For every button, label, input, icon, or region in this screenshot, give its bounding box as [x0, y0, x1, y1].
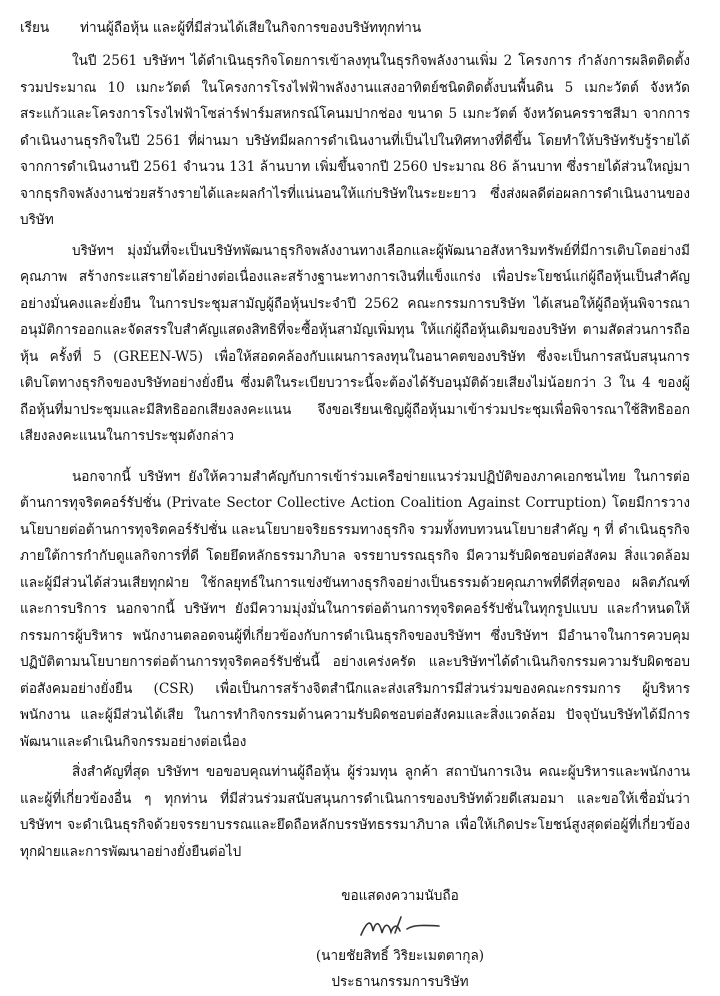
closing-block	[20, 883, 690, 995]
signer-name: (นายชัยสิทธิ์ วิริยะเมตตากุล)	[315, 948, 485, 964]
signer-position: ประธานกรรมการบริษัท	[331, 974, 469, 990]
salutation-label: เรียน	[20, 20, 50, 36]
signature	[110, 909, 690, 943]
closing-regards: ขอแสดงความนับถือ	[341, 888, 459, 904]
salutation	[20, 14, 690, 42]
paragraph-thanks: สิ่งสำคัญที่สุด บริษัทฯ ขอขอบคุณท่านผู้ถือหุ้น ผู้ร่วมทุน ลูกค้า สถาบันการเงิน คณะผู้บริหารและพนักงาน และผู้ที่เกี่ยวข้องอื่น ๆ ทุกท่าน ที่มีส่วนร่วมสนับสนุนการดำเนินการของบริษัทด้วยดีเสมอมา และขอให้เชื่อมั่นว่าบริษัทฯ จะดำเนินธุรกิจด้วยจรรยาบรรณและยึดถือหลักบรรษัทธรรมาภิบาล เพื่อให้เกิดประโยชน์สูงสุดต่อผู้ที่เกี่ยวข้องทุกฝ่ายและการพัฒนาอย่างยั่งยืนต่อไป	[20, 764, 690, 860]
paragraph-business-results: ในปี 2561 บริษัทฯ ได้ดำเนินธุรกิจโดยการเข้าลงทุนในธุรกิจพลังงานเพิ่ม 2 โครงการ กำลังการผลิตติดตั้งรวมประมาณ 10 เมกะวัตต์ ในโครงการโรงไฟฟ้าพลังงานแสงอาทิตย์ชนิดติดตั้งบนพื้นดิน 5 เมกะวัตต์ จังหวัดสระแก้วและโครงการโรงไฟฟ้าโซล่าร์ฟาร์มสหกรณ์โคนมปากช่อง ขนาด 5 เมกะวัตต์ จังหวัดนครราชสีมา จากการดำเนินงานธุรกิจในปี 2561 ที่ผ่านมา บริษัทมีผลการดำเนินงานที่เป็นไปในทิศทางที่ดีขึ้น โดยทำให้บริษัทรับรู้รายได้จากการดำเนินงานปี 2561 จำนวน 131 ล้านบาท เพิ่มขึ้นจากปี 2560 ประมาณ 86 ล้านบาท ซึ่งรายได้ส่วนใหญ่มาจากธุรกิจพลังงานช่วยสร้างรายได้และผลกำไรที่แน่นอนให้แก่บริษัทในระยะยาว ซึ่งส่งผลดีต่อผลการดำเนินงานของบริษัท	[20, 53, 690, 228]
signature-scribble	[355, 911, 445, 941]
paragraph-anti-corruption: นอกจากนี้ บริษัทฯ ยังให้ความสำคัญกับการเข้าร่วมเครือข่ายแนวร่วมปฏิบัติของภาคเอกชนไทย ในการต่อต้านการทุจริตคอร์รัปชั่น (Private Sector Collective Action Coalition Against Corruption) โดยมีการวางนโยบายต่อต้านการทุจริตคอร์รัปชั่น และนโยบายจริยธรรมทางธุรกิจ รวมทั้งทบทวนนโยบายสำคัญ ๆ ที่ ดำเนินธุรกิจภายใต้การกำกับดูแลกิจการที่ดี โดยยึดหลักธรรมาภิบาล จรรยาบรรณธุรกิจ มีความรับผิดชอบต่อสังคม สิ่งแวดล้อม และผู้มีส่วนได้ส่วนเสียทุกฝ่าย ใช้กลยุทธ์ในการแข่งขันทางธุรกิจอย่างเป็นธรรมด้วยคุณภาพที่ดีที่สุดของ ผลิตภัณฑ์ และการบริการ นอกจากนี้ บริษัทฯ ยังมีความมุ่งมั่นในการต่อต้านการทุจริตคอร์รัปชั่นในทุกรูปแบบ และกำหนดให้กรรมการผู้บริหาร พนักงานตลอดจนผู้ที่เกี่ยวข้องกับการดำเนินธุรกิจของบริษัทฯ ซึ่งบริษัทฯ มีอำนาจในการควบคุม ปฏิบัติตามนโยบายการต่อต้านการทุจริตคอร์รัปชั่นนี้ อย่างเคร่งครัด และบริษัทฯได้ดำเนินกิจกรรมความรับผิดชอบต่อสังคมอย่างยั่งยืน (CSR) เพื่อเป็นการสร้างจิตสำนึกและส่งเสริมการมีส่วนร่วมของคณะกรรมการ ผู้บริหาร พนักงาน และผู้มีส่วนได้เสีย ในการทำกิจกรรมด้านความรับผิดชอบต่อสังคมและสิ่งแวดล้อม ปัจจุบันบริษัทได้มีการพัฒนาและดำเนินกิจกรรมอย่างต่อเนื่อง	[20, 468, 690, 750]
salutation-recipient: ท่านผู้ถือหุ้น และผู้ที่มีส่วนได้เสียในกิจการของบริษัททุกท่าน	[80, 20, 422, 36]
paragraph-warrant-proposal: บริษัทฯ มุ่งมั่นที่จะเป็นบริษัทพัฒนาธุรกิจพลังงานทางเลือกและผู้พัฒนาอสังหาริมทรัพย์ที่มีการเติบโตอย่างมีคุณภาพ สร้างกระแสรายได้อย่างต่อเนื่องและสร้างฐานะทางการเงินที่แข็งแกร่ง เพื่อประโยชน์แก่ผู้ถือหุ้นเป็นสำคัญอย่างมั่นคงและยั่งยืน ในการประชุมสามัญผู้ถือหุ้นประจำปี 2562 คณะกรรมการบริษัท ได้เสนอให้ผู้ถือหุ้นพิจารณาอนุมัติการออกและจัดสรรใบสำคัญแสดงสิทธิที่จะซื้อหุ้นสามัญเพิ่มทุน ให้แก่ผู้ถือหุ้นเดิมของบริษัท ตามสัดส่วนการถือหุ้น ครั้งที่ 5 (GREEN-W5) เพื่อให้สอดคล้องกับแผนการลงทุนในอนาคตของบริษัท ซึ่งจะเป็นการสนับสนุนการเติบโตทางธุรกิจของบริษัทอย่างยั่งยืน ซึ่งมติในระเบียบวาระนี้จะต้องได้รับอนุมัติด้วยเสียงไม่น้อยกว่า 3 ใน 4 ของผู้ถือหุ้นที่มาประชุมและมีสิทธิออกเสียงลงคะแนน จึงขอเรียนเชิญผู้ถือหุ้นมาเข้าร่วมประชุมเพื่อพิจารณาใช้สิทธิออกเสียงลงคะแนนในการประชุมดังกล่าว	[20, 242, 690, 444]
